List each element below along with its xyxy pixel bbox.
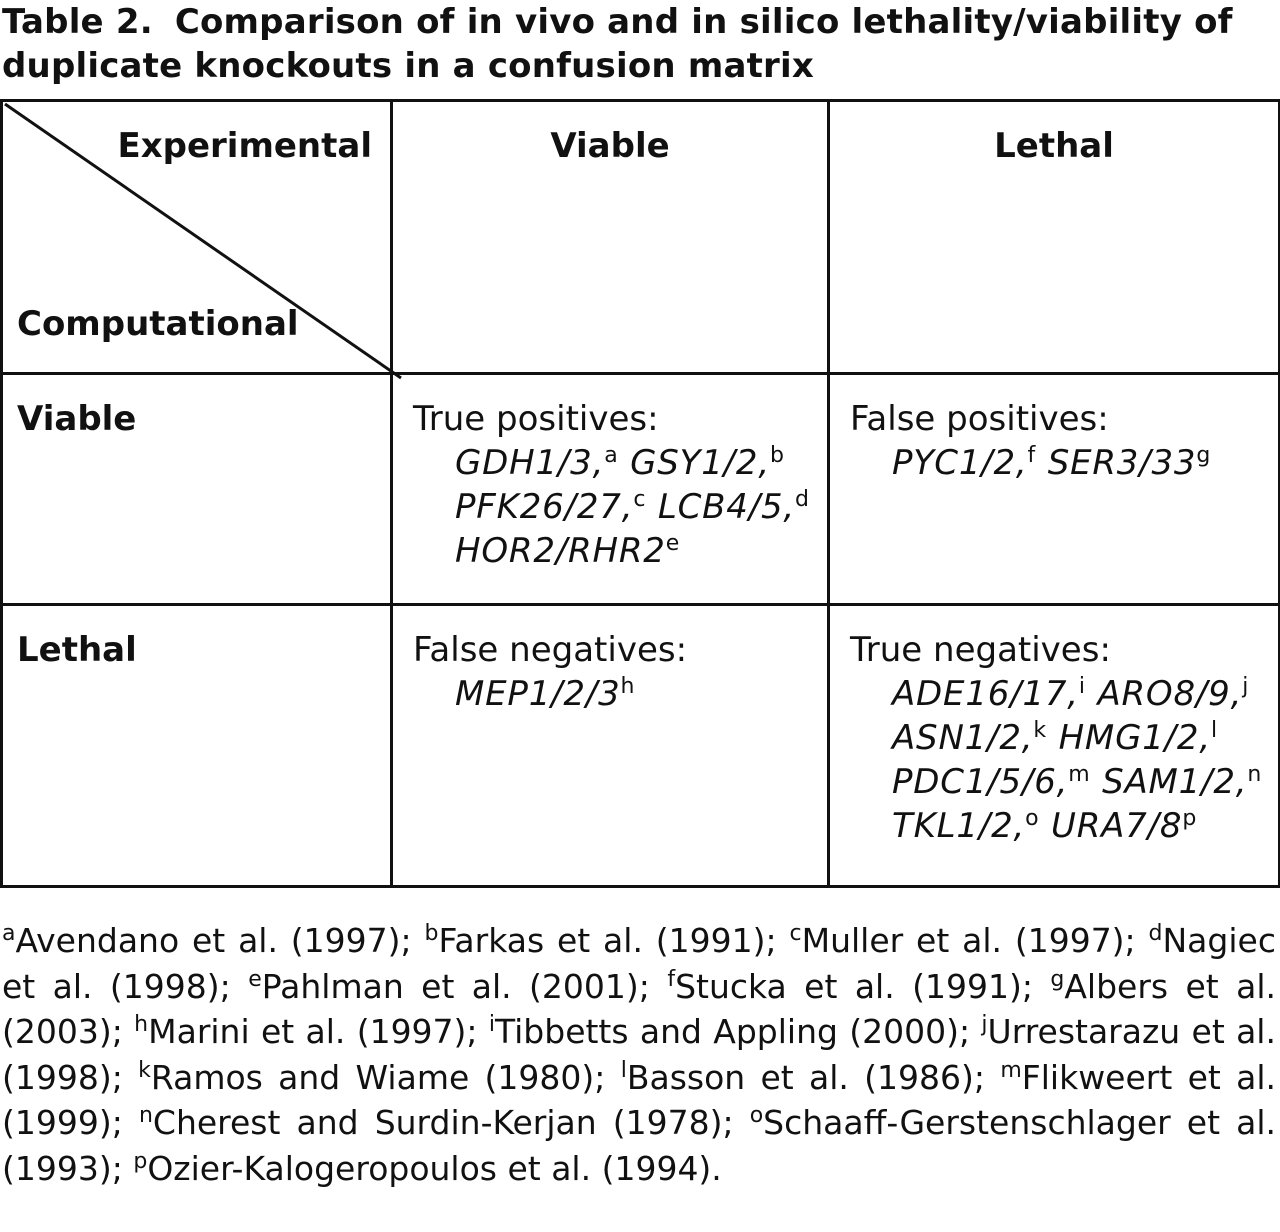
table-row: [2, 374, 1280, 605]
experimental-axis-label: Experimental: [117, 126, 372, 166]
footnote-ref: f: [1027, 443, 1037, 468]
gene-name: GDH1/3,: [455, 443, 605, 483]
footnote-text: Marini et al. (1997);: [148, 1012, 478, 1051]
footnote-mark: b: [424, 921, 439, 946]
footnote-mark: a: [2, 921, 16, 946]
gene-list: [413, 672, 817, 716]
footnote-mark: p: [133, 1148, 148, 1174]
footnote-ref: h: [620, 674, 636, 699]
footnote-text: Avendano et al. (1997);: [15, 921, 412, 960]
footnote-text: Albers et al. (2003);: [2, 966, 1277, 1051]
gene-list: [850, 441, 1268, 485]
footnote-mark: n: [138, 1103, 153, 1128]
footnote-mark: e: [248, 966, 262, 992]
gene-name: SER3/33: [1047, 443, 1197, 483]
footnote-mark: d: [1148, 921, 1163, 946]
footnote-ref: k: [1033, 718, 1047, 743]
footnote-ref: a: [604, 443, 619, 468]
gene-name: ASN1/2,: [892, 718, 1034, 758]
gene-name: HOR2/RHR2: [455, 531, 666, 571]
footnote-ref: p: [1182, 806, 1198, 831]
footnote-text: Pahlman et al. (2001);: [261, 966, 650, 1006]
computational-axis-label: Computational: [17, 304, 299, 344]
gene-name: TKL1/2,: [892, 806, 1026, 846]
table-row: [2, 605, 1280, 887]
gene-name: PDC1/5/6,: [892, 762, 1069, 802]
cell-title: True negatives:: [850, 630, 1111, 670]
footnote-text: Farkas et al. (1991);: [438, 921, 777, 960]
footnote-mark: l: [620, 1057, 627, 1083]
footnote-mark: m: [1000, 1057, 1022, 1083]
footnote-ref: i: [1078, 674, 1086, 699]
footnote-text: Schaaff-Gerstenschlager et al. (1993);: [2, 1103, 1276, 1188]
gene-list: [413, 441, 817, 573]
gene-name: HMG1/2,: [1058, 718, 1211, 758]
gene-name: ADE16/17,: [892, 674, 1079, 714]
cell-true-negatives: [829, 605, 1280, 887]
gene-name: GSY1/2,: [630, 443, 770, 483]
gene-name: SAM1/2,: [1102, 762, 1248, 802]
footnote-mark: k: [138, 1057, 151, 1083]
cell-false-positives: [829, 374, 1280, 605]
footnote-text: Muller et al. (1997);: [801, 921, 1136, 960]
gene-name: MEP1/2/3: [455, 674, 621, 714]
table-title: Comparison of in vivo and in silico lethality/viability of duplicate knockouts in a confusion matrix: [2, 2, 1233, 86]
footnote-text: Urrestarazu et al. (1998);: [2, 1012, 1276, 1097]
cell-title: False negatives:: [413, 630, 688, 670]
footnote-text: Nagiec et al. (1998);: [2, 921, 1276, 1006]
row-header-viable: Viable: [2, 374, 392, 605]
footnote-ref: g: [1196, 443, 1212, 468]
cell-false-negatives: [392, 605, 829, 887]
footnote-ref: j: [1242, 674, 1250, 699]
footnote-mark: o: [749, 1103, 764, 1128]
header-row: [2, 101, 1280, 374]
footnote-text: Flikweert et al. (1999);: [2, 1057, 1276, 1142]
footnote-ref: n: [1247, 762, 1263, 787]
footnote-text: Tibbetts and Appling (2000);: [494, 1012, 971, 1051]
cell-true-positives: [392, 374, 829, 605]
footnote-text: Ozier-Kalogeropoulos et al. (1994).: [147, 1148, 722, 1188]
cell-title: True positives:: [413, 399, 659, 439]
footnote-ref: b: [769, 443, 785, 468]
footnote-text: Stucka et al. (1991);: [675, 966, 1033, 1006]
footnote-mark: i: [488, 1012, 495, 1037]
footnote-mark: h: [134, 1012, 149, 1037]
cell-title: False positives:: [850, 399, 1109, 439]
footnote-mark: f: [667, 966, 676, 992]
footnote-mark: c: [789, 921, 802, 946]
gene-name: LCB4/5,: [657, 487, 796, 527]
gene-name: URA7/8: [1051, 806, 1183, 846]
gene-name: ARO8/9,: [1097, 674, 1243, 714]
column-header-lethal: Lethal: [829, 101, 1280, 374]
footnote-ref: o: [1025, 806, 1040, 831]
footnote-mark: g: [1050, 966, 1065, 992]
row-header-lethal: Lethal: [2, 605, 392, 887]
footnote-mark: j: [981, 1012, 988, 1037]
footnote-text: Cherest and Surdin-Kerjan (1978);: [152, 1103, 734, 1142]
footnote-ref: d: [795, 487, 810, 512]
footnote-ref: e: [665, 531, 681, 556]
column-header-viable: Viable: [392, 101, 829, 374]
footnote-text: Ramos and Wiame (1980);: [150, 1057, 606, 1097]
confusion-matrix-table: [0, 99, 1280, 888]
gene-name: PYC1/2,: [892, 443, 1028, 483]
footnote-ref: l: [1210, 718, 1218, 743]
gene-list: [850, 672, 1268, 848]
footnotes: [2, 918, 1276, 1191]
footnote-ref: c: [633, 487, 647, 512]
table-caption: [2, 0, 1272, 88]
table-label: Table 2.: [2, 2, 153, 42]
footnote-ref: m: [1068, 762, 1091, 787]
gene-name: PFK26/27,: [455, 487, 634, 527]
footnote-text: Basson et al. (1986);: [626, 1057, 986, 1097]
corner-cell: [2, 101, 392, 374]
